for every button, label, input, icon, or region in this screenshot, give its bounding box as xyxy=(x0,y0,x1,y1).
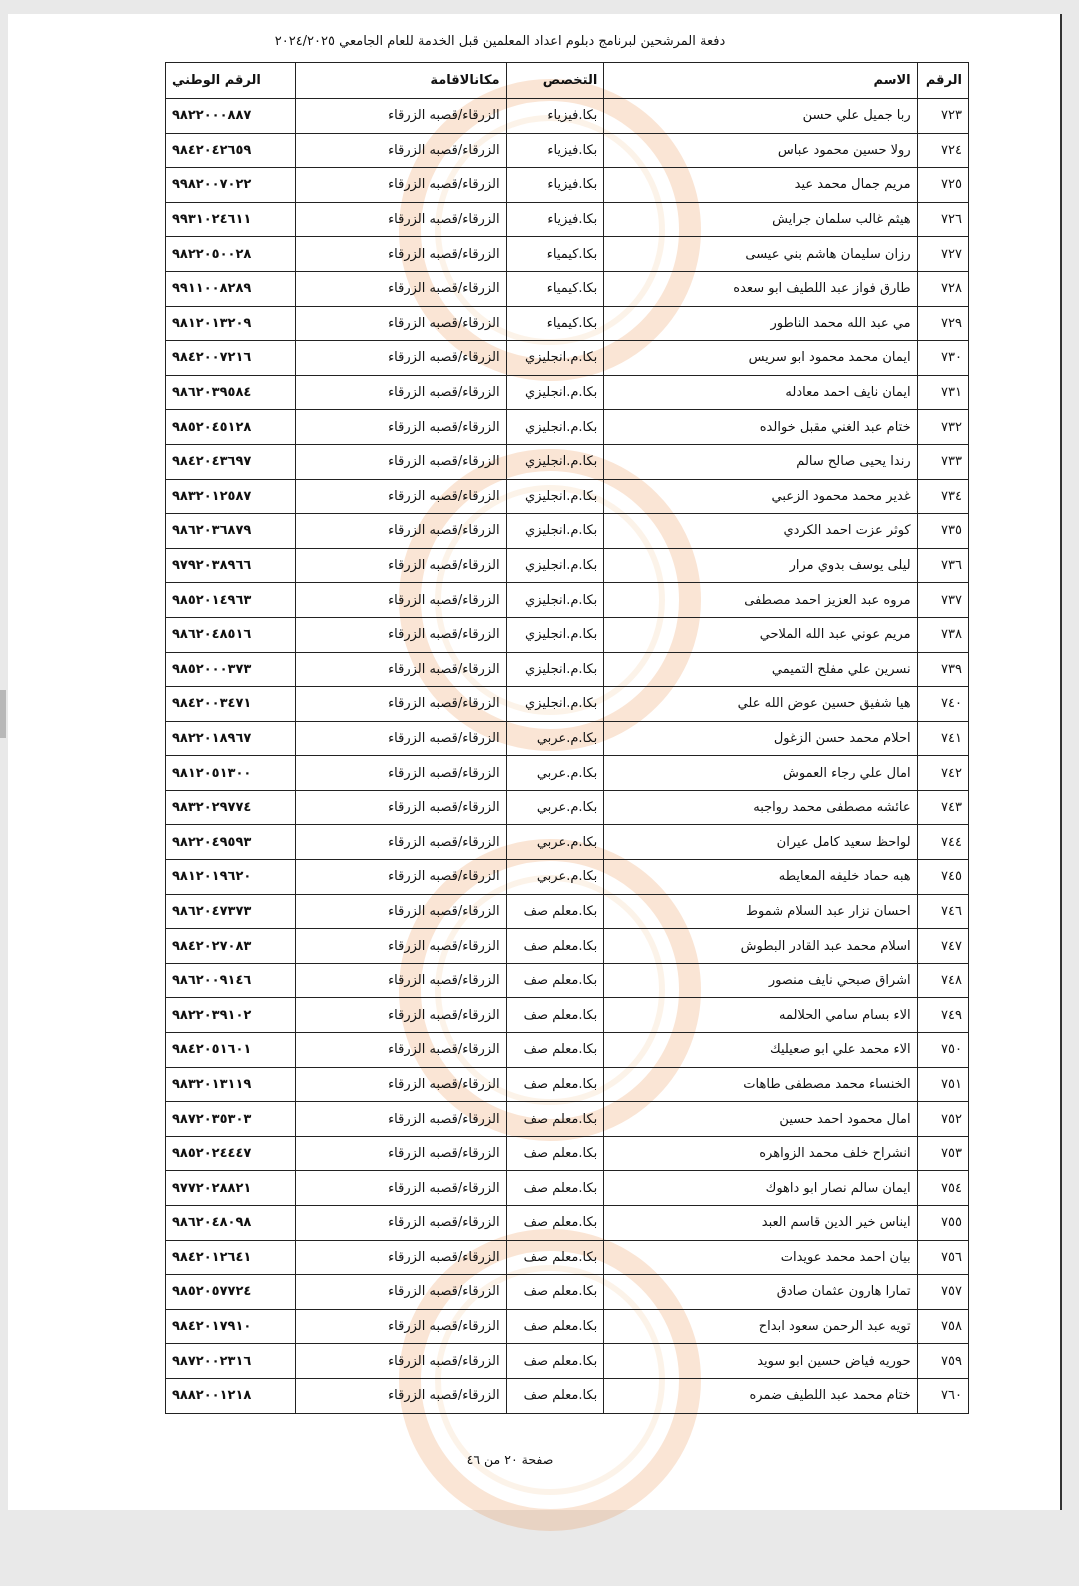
row-major: بكا.معلم صف xyxy=(506,1136,604,1171)
table-row xyxy=(166,548,969,583)
row-national-id: ٩٧٩٢٠٣٨٩٦٦ xyxy=(166,548,296,583)
row-national-id: ٩٨٢٢٠٠٠٨٨٧ xyxy=(166,99,296,134)
table-row xyxy=(166,375,969,410)
row-major: بكا.م.عربي xyxy=(506,825,604,860)
row-name: هيثم غالب سلمان جرايش xyxy=(604,202,917,237)
row-name: مريم جمال محمد عيد xyxy=(604,168,917,203)
row-name: عائشه مصطفى محمد رواجبه xyxy=(604,790,917,825)
row-place: الزرقاء/قصبه الزرقاء xyxy=(296,271,507,306)
header-major: التخصص xyxy=(506,63,604,99)
row-national-id: ٩٨٤٢٠٥١٦٠١ xyxy=(166,1033,296,1068)
row-major: بكا.معلم صف xyxy=(506,1033,604,1068)
table-row xyxy=(166,825,969,860)
row-place: الزرقاء/قصبه الزرقاء xyxy=(296,375,507,410)
row-num: ٧٤٦ xyxy=(917,894,968,929)
row-name: ليلى يوسف بدوي مرار xyxy=(604,548,917,583)
table-row xyxy=(166,1136,969,1171)
row-national-id: ٩٨٤٢٠١٢٦٤١ xyxy=(166,1240,296,1275)
row-national-id: ٩٨٥٢٠٠٠٣٧٣ xyxy=(166,652,296,687)
row-num: ٧٣٢ xyxy=(917,410,968,445)
row-place: الزرقاء/قصبه الزرقاء xyxy=(296,963,507,998)
table-row xyxy=(166,514,969,549)
row-major: بكا.معلم صف xyxy=(506,1344,604,1379)
row-name: احلام محمد حسن الزغول xyxy=(604,721,917,756)
row-place: الزرقاء/قصبه الزرقاء xyxy=(296,1275,507,1310)
table-row xyxy=(166,617,969,652)
row-national-id: ٩٨٤٢٠٠٧٢١٦ xyxy=(166,341,296,376)
row-major: بكا.م.عربي xyxy=(506,756,604,791)
table-row xyxy=(166,1206,969,1241)
row-name: رزان سليمان هاشم بني عيسى xyxy=(604,237,917,272)
row-num: ٧٥٥ xyxy=(917,1206,968,1241)
header-place: مكانالاقامة xyxy=(296,63,507,99)
row-major: بكا.م.انجليزي xyxy=(506,652,604,687)
row-num: ٧٥٢ xyxy=(917,1102,968,1137)
row-major: بكا.معلم صف xyxy=(506,963,604,998)
row-place: الزرقاء/قصبه الزرقاء xyxy=(296,687,507,722)
row-national-id: ٩٨٣٢٠١٢٥٨٧ xyxy=(166,479,296,514)
table-row xyxy=(166,1309,969,1344)
row-num: ٧٣١ xyxy=(917,375,968,410)
row-num: ٧٢٨ xyxy=(917,271,968,306)
table-row xyxy=(166,963,969,998)
table-header-row xyxy=(166,63,969,99)
row-name: مي عبد الله محمد الناطور xyxy=(604,306,917,341)
row-place: الزرقاء/قصبه الزرقاء xyxy=(296,825,507,860)
row-national-id: ٩٨٢٢٠٥٠٠٢٨ xyxy=(166,237,296,272)
row-national-id: ٩٩٣١٠٢٤٦١١ xyxy=(166,202,296,237)
row-major: بكا.كيمياء xyxy=(506,271,604,306)
row-place: الزرقاء/قصبه الزرقاء xyxy=(296,652,507,687)
row-national-id: ٩٨٤٢٠٤٣٦٩٧ xyxy=(166,444,296,479)
row-name: نسرين علي مفلح التميمي xyxy=(604,652,917,687)
document-title: دفعة المرشحين لبرنامج دبلوم اعداد المعلمين قبل الخدمة للعام الجامعي ٢٠٢٤/٢٠٢٥ xyxy=(274,34,726,49)
row-name: ختام محمد عبد اللطيف ضمره xyxy=(604,1378,917,1413)
row-place: الزرقاء/قصبه الزرقاء xyxy=(296,133,507,168)
row-num: ٧٥٠ xyxy=(917,1033,968,1068)
row-major: بكا.م.عربي xyxy=(506,790,604,825)
row-num: ٧٤٣ xyxy=(917,790,968,825)
row-num: ٧٥٣ xyxy=(917,1136,968,1171)
row-place: الزرقاء/قصبه الزرقاء xyxy=(296,1206,507,1241)
table-row xyxy=(166,687,969,722)
row-num: ٧٦٠ xyxy=(917,1378,968,1413)
row-num: ٧٥٦ xyxy=(917,1240,968,1275)
table-row xyxy=(166,1275,969,1310)
row-place: الزرقاء/قصبه الزرقاء xyxy=(296,1067,507,1102)
row-place: الزرقاء/قصبه الزرقاء xyxy=(296,548,507,583)
table-row xyxy=(166,202,969,237)
row-num: ٧٤٩ xyxy=(917,998,968,1033)
row-name: انشراح خلف محمد الزواهره xyxy=(604,1136,917,1171)
row-national-id: ٩٧٧٢٠٢٨٨٢١ xyxy=(166,1171,296,1206)
row-place: الزرقاء/قصبه الزرقاء xyxy=(296,1033,507,1068)
table-row xyxy=(166,929,969,964)
row-name: هيا شفيق حسين عوض الله علي xyxy=(604,687,917,722)
row-num: ٧٣٧ xyxy=(917,583,968,618)
row-place: الزرقاء/قصبه الزرقاء xyxy=(296,790,507,825)
header-name: الاسم xyxy=(604,63,917,99)
row-num: ٧٣٩ xyxy=(917,652,968,687)
table-row xyxy=(166,1171,969,1206)
row-place: الزرقاء/قصبه الزرقاء xyxy=(296,1344,507,1379)
row-place: الزرقاء/قصبه الزرقاء xyxy=(296,99,507,134)
row-place: الزرقاء/قصبه الزرقاء xyxy=(296,929,507,964)
row-place: الزرقاء/قصبه الزرقاء xyxy=(296,1136,507,1171)
row-place: الزرقاء/قصبه الزرقاء xyxy=(296,410,507,445)
row-name: تويه عبد الرحمن سعود ابداح xyxy=(604,1309,917,1344)
row-name: اسلام محمد عبد القادر البطوش xyxy=(604,929,917,964)
table-row xyxy=(166,1033,969,1068)
row-major: بكا.معلم صف xyxy=(506,894,604,929)
row-name: هبه حماد خليفه المعايطه xyxy=(604,860,917,895)
row-national-id: ٩٨٦٢٠٣٦٨٧٩ xyxy=(166,514,296,549)
row-national-id: ٩٨٤٢٠٤٢٦٥٩ xyxy=(166,133,296,168)
row-major: بكا.م.انجليزي xyxy=(506,479,604,514)
row-national-id: ٩٨٢٢٠٤٩٥٩٣ xyxy=(166,825,296,860)
table-row xyxy=(166,479,969,514)
row-national-id: ٩٨٦٢٠٤٨٠٩٨ xyxy=(166,1206,296,1241)
row-major: بكا.معلم صف xyxy=(506,1067,604,1102)
row-place: الزرقاء/قصبه الزرقاء xyxy=(296,514,507,549)
table-row xyxy=(166,237,969,272)
row-major: بكا.م.انجليزي xyxy=(506,617,604,652)
row-national-id: ٩٨١٢٠١٩٦٢٠ xyxy=(166,860,296,895)
row-national-id: ٩٨٥٢٠٤٥١٢٨ xyxy=(166,410,296,445)
row-major: بكا.فيزياء xyxy=(506,99,604,134)
row-place: الزرقاء/قصبه الزرقاء xyxy=(296,1102,507,1137)
row-place: الزرقاء/قصبه الزرقاء xyxy=(296,1309,507,1344)
row-place: الزرقاء/قصبه الزرقاء xyxy=(296,894,507,929)
row-num: ٧٤١ xyxy=(917,721,968,756)
row-national-id: ٩٩٨٢٠٠٧٠٢٢ xyxy=(166,168,296,203)
table-row xyxy=(166,1344,969,1379)
table-row xyxy=(166,721,969,756)
row-num: ٧٥٨ xyxy=(917,1309,968,1344)
row-major: بكا.م.انجليزي xyxy=(506,375,604,410)
row-national-id: ٩٨٨٢٠٠١٢١٨ xyxy=(166,1378,296,1413)
row-national-id: ٩٨٢٢٠١٨٩٦٧ xyxy=(166,721,296,756)
row-num: ٧٤٥ xyxy=(917,860,968,895)
row-place: الزرقاء/قصبه الزرقاء xyxy=(296,168,507,203)
row-name: ايمان محمد محمود ابو سريس xyxy=(604,341,917,376)
row-num: ٧٤٨ xyxy=(917,963,968,998)
row-national-id: ٩٨١٢٠٥١٣٠٠ xyxy=(166,756,296,791)
table-row xyxy=(166,756,969,791)
row-major: بكا.معلم صف xyxy=(506,1309,604,1344)
row-major: بكا.كيمياء xyxy=(506,306,604,341)
row-name: ختام عبد الغني مقبل خوالده xyxy=(604,410,917,445)
row-national-id: ٩٨٦٢٠٠٩١٤٦ xyxy=(166,963,296,998)
row-num: ٧٥٧ xyxy=(917,1275,968,1310)
table-row xyxy=(166,1067,969,1102)
row-national-id: ٩٨٥٢٠٢٤٤٤٧ xyxy=(166,1136,296,1171)
row-name: الاء بسام سامي الحلالمه xyxy=(604,998,917,1033)
row-place: الزرقاء/قصبه الزرقاء xyxy=(296,1171,507,1206)
row-name: رولا حسين محمود عباس xyxy=(604,133,917,168)
row-national-id: ٩٨٢٢٠٣٩١٠٢ xyxy=(166,998,296,1033)
row-major: بكا.معلم صف xyxy=(506,1171,604,1206)
row-major: بكا.معلم صف xyxy=(506,1275,604,1310)
row-major: بكا.م.انجليزي xyxy=(506,444,604,479)
row-major: بكا.معلم صف xyxy=(506,929,604,964)
row-name: ايمان سالم نصار ابو داهوك xyxy=(604,1171,917,1206)
table-row xyxy=(166,652,969,687)
page-number: صفحة ٢٠ من ٤٦ xyxy=(466,1452,554,1467)
row-num: ٧٣٠ xyxy=(917,341,968,376)
table-row xyxy=(166,341,969,376)
table-row xyxy=(166,306,969,341)
table-row xyxy=(166,133,969,168)
row-major: بكا.معلم صف xyxy=(506,1206,604,1241)
row-place: الزرقاء/قصبه الزرقاء xyxy=(296,202,507,237)
row-name: طارق فواز عبد اللطيف ابو سعده xyxy=(604,271,917,306)
row-major: بكا.م.عربي xyxy=(506,860,604,895)
row-major: بكا.م.انجليزي xyxy=(506,548,604,583)
row-name: ايناس خير الدين قاسم العبد xyxy=(604,1206,917,1241)
row-national-id: ٩٨١٢٠١٣٢٠٩ xyxy=(166,306,296,341)
table-row xyxy=(166,583,969,618)
row-place: الزرقاء/قصبه الزرقاء xyxy=(296,721,507,756)
row-name: حوريه فياض حسين ابو سويد xyxy=(604,1344,917,1379)
row-num: ٧٢٩ xyxy=(917,306,968,341)
row-name: اشراق صبحي نايف منصور xyxy=(604,963,917,998)
header-num: الرقم xyxy=(917,63,968,99)
page-edge-marker xyxy=(0,690,6,738)
row-place: الزرقاء/قصبه الزرقاء xyxy=(296,444,507,479)
row-num: ٧٥١ xyxy=(917,1067,968,1102)
row-name: كوثر عزت احمد الكردي xyxy=(604,514,917,549)
row-place: الزرقاء/قصبه الزرقاء xyxy=(296,860,507,895)
table-row xyxy=(166,1240,969,1275)
row-num: ٧٤٠ xyxy=(917,687,968,722)
row-name: الخنساء محمد مصطفى طاهات xyxy=(604,1067,917,1102)
row-num: ٧٥٤ xyxy=(917,1171,968,1206)
row-place: الزرقاء/قصبه الزرقاء xyxy=(296,583,507,618)
row-num: ٧٤٤ xyxy=(917,825,968,860)
row-place: الزرقاء/قصبه الزرقاء xyxy=(296,998,507,1033)
row-major: بكا.م.انجليزي xyxy=(506,514,604,549)
row-place: الزرقاء/قصبه الزرقاء xyxy=(296,341,507,376)
row-place: الزرقاء/قصبه الزرقاء xyxy=(296,306,507,341)
row-place: الزرقاء/قصبه الزرقاء xyxy=(296,237,507,272)
table-row xyxy=(166,1102,969,1137)
row-name: احسان نزار عبد السلام شموط xyxy=(604,894,917,929)
row-num: ٧٣٣ xyxy=(917,444,968,479)
row-national-id: ٩٩١١٠٠٨٢٨٩ xyxy=(166,271,296,306)
row-name: تمارا هارون عثمان صادق xyxy=(604,1275,917,1310)
row-national-id: ٩٨٧٢٠٠٢٣١٦ xyxy=(166,1344,296,1379)
row-major: بكا.م.عربي xyxy=(506,721,604,756)
row-name: امال محمود احمد حسين xyxy=(604,1102,917,1137)
row-national-id: ٩٨٤٢٠٠٣٤٧١ xyxy=(166,687,296,722)
row-num: ٧٤٢ xyxy=(917,756,968,791)
row-place: الزرقاء/قصبه الزرقاء xyxy=(296,617,507,652)
row-national-id: ٩٨٤٢٠١٧٩١٠ xyxy=(166,1309,296,1344)
table-row xyxy=(166,99,969,134)
row-national-id: ٩٨٤٢٠٢٧٠٨٣ xyxy=(166,929,296,964)
row-name: الاء محمد علي ابو صعيليك xyxy=(604,1033,917,1068)
row-name: مروه عبد العزيز احمد مصطفى xyxy=(604,583,917,618)
row-name: بيان احمد محمد عويدات xyxy=(604,1240,917,1275)
row-major: بكا.م.انجليزي xyxy=(506,341,604,376)
row-num: ٧٣٤ xyxy=(917,479,968,514)
header-national-id: الرقم الوطني xyxy=(166,63,296,99)
row-major: بكا.م.انجليزي xyxy=(506,583,604,618)
row-num: ٧٢٦ xyxy=(917,202,968,237)
row-major: بكا.فيزياء xyxy=(506,133,604,168)
row-place: الزرقاء/قصبه الزرقاء xyxy=(296,756,507,791)
row-name: ايمان نايف احمد معادله xyxy=(604,375,917,410)
row-num: ٧٢٤ xyxy=(917,133,968,168)
row-major: بكا.فيزياء xyxy=(506,202,604,237)
row-num: ٧٣٥ xyxy=(917,514,968,549)
row-num: ٧٥٩ xyxy=(917,1344,968,1379)
table-row xyxy=(166,410,969,445)
row-name: غدير محمد محمود الزعبي xyxy=(604,479,917,514)
row-major: بكا.كيمياء xyxy=(506,237,604,272)
row-num: ٧٣٨ xyxy=(917,617,968,652)
table-row xyxy=(166,894,969,929)
table-row xyxy=(166,271,969,306)
row-place: الزرقاء/قصبه الزرقاء xyxy=(296,479,507,514)
row-national-id: ٩٨٦٢٠٤٨٥١٦ xyxy=(166,617,296,652)
row-national-id: ٩٨٣٢٠١٣١١٩ xyxy=(166,1067,296,1102)
row-name: مريم عوني عبد الله الملاحي xyxy=(604,617,917,652)
table-row xyxy=(166,790,969,825)
row-major: بكا.معلم صف xyxy=(506,1102,604,1137)
table-row xyxy=(166,1378,969,1413)
row-name: لواحظ سعيد كامل عيران xyxy=(604,825,917,860)
row-name: امال علي رجاء العموش xyxy=(604,756,917,791)
row-major: بكا.م.انجليزي xyxy=(506,410,604,445)
table-row xyxy=(166,998,969,1033)
row-num: ٧٣٦ xyxy=(917,548,968,583)
row-place: الزرقاء/قصبه الزرقاء xyxy=(296,1378,507,1413)
row-national-id: ٩٨٧٢٠٣٥٣٠٣ xyxy=(166,1102,296,1137)
row-place: الزرقاء/قصبه الزرقاء xyxy=(296,1240,507,1275)
row-num: ٧٢٥ xyxy=(917,168,968,203)
row-major: بكا.معلم صف xyxy=(506,1378,604,1413)
table-row xyxy=(166,168,969,203)
row-major: بكا.معلم صف xyxy=(506,1240,604,1275)
row-national-id: ٩٨٦٢٠٤٧٣٧٣ xyxy=(166,894,296,929)
row-name: ربا جميل علي حسن xyxy=(604,99,917,134)
row-major: بكا.م.انجليزي xyxy=(506,687,604,722)
row-num: ٧٤٧ xyxy=(917,929,968,964)
row-national-id: ٩٨٥٢٠١٤٩٦٣ xyxy=(166,583,296,618)
row-num: ٧٢٧ xyxy=(917,237,968,272)
row-name: رندا يحيى صالح سالم xyxy=(604,444,917,479)
table-row xyxy=(166,444,969,479)
row-national-id: ٩٨٦٢٠٣٩٥٨٤ xyxy=(166,375,296,410)
row-major: بكا.فيزياء xyxy=(506,168,604,203)
row-national-id: ٩٨٥٢٠٥٧٧٢٤ xyxy=(166,1275,296,1310)
candidates-table xyxy=(165,62,969,1414)
row-num: ٧٢٣ xyxy=(917,99,968,134)
row-major: بكا.معلم صف xyxy=(506,998,604,1033)
row-national-id: ٩٨٣٢٠٢٩٧٧٤ xyxy=(166,790,296,825)
table-row xyxy=(166,860,969,895)
